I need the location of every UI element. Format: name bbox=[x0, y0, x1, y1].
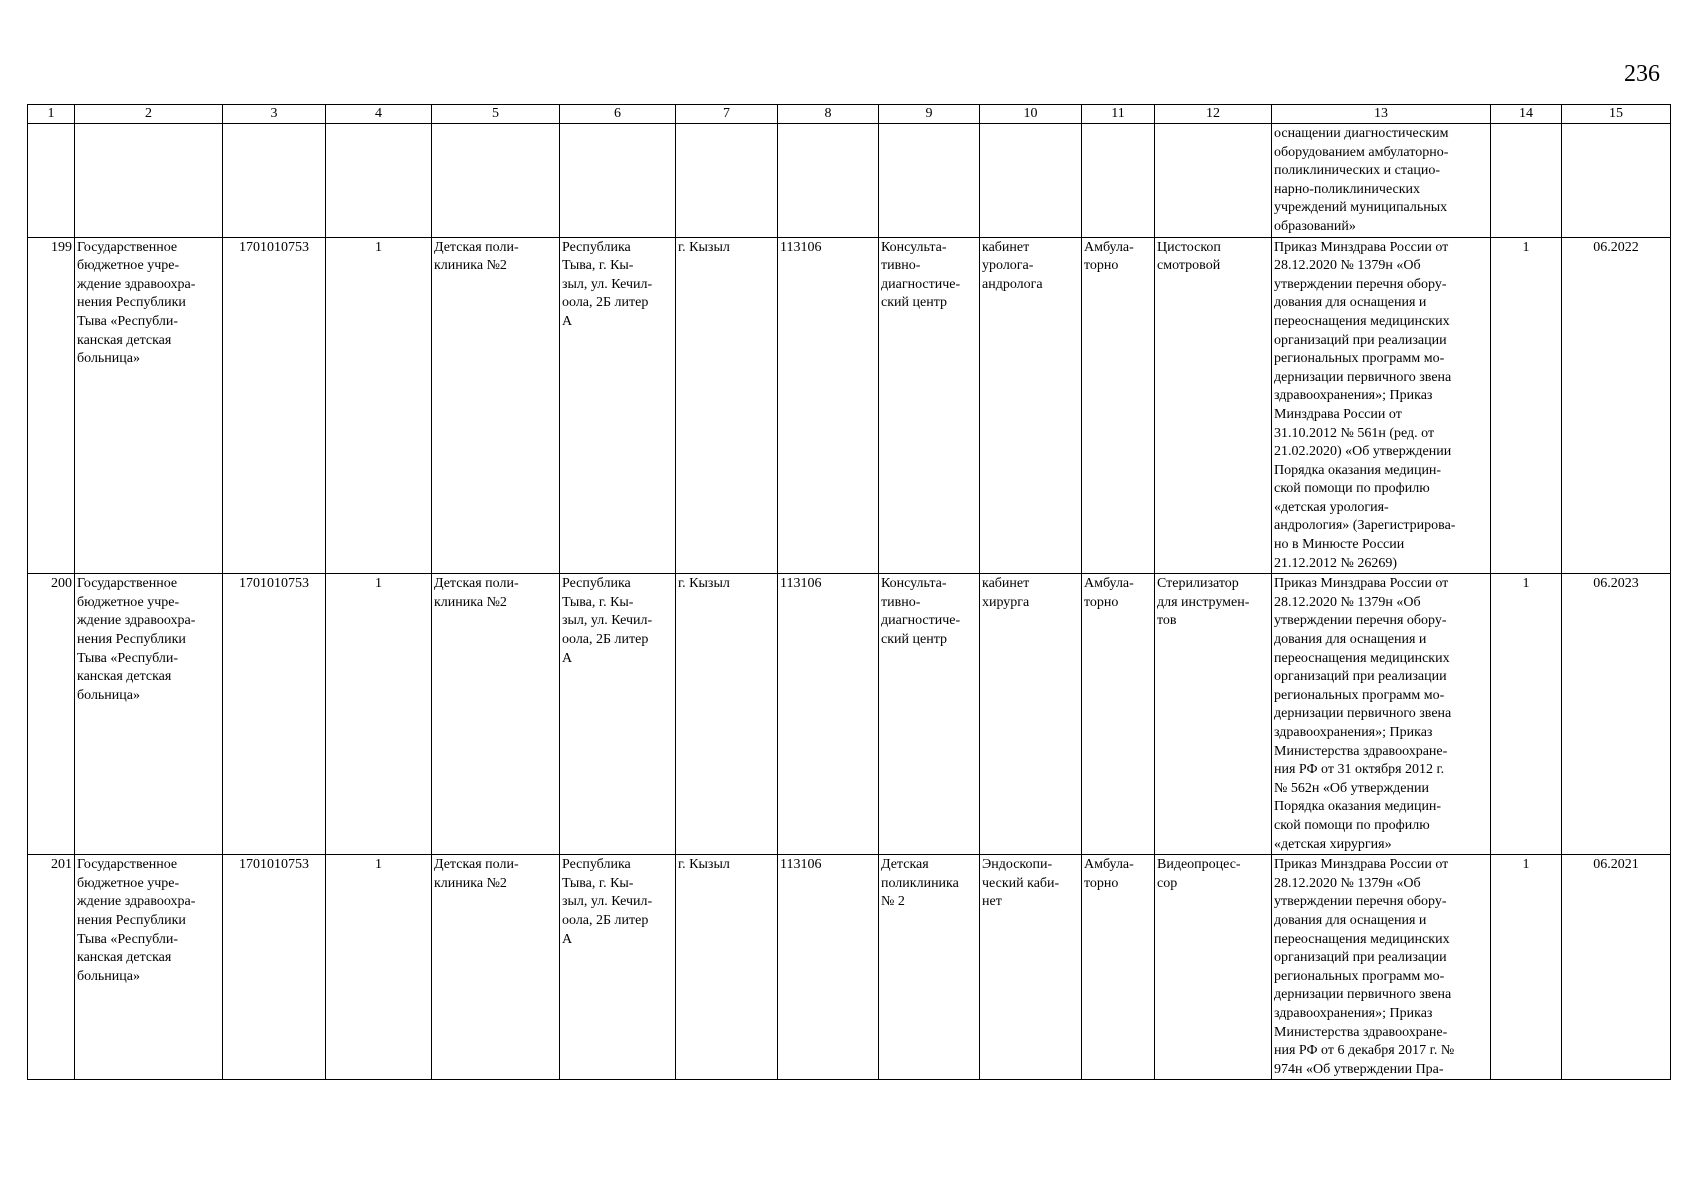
table-cell bbox=[75, 124, 223, 238]
column-header-10: 10 bbox=[980, 105, 1082, 124]
postcode-cell: 113106 bbox=[778, 574, 879, 855]
room-cell: Эндоскопи- ческий каби- нет bbox=[980, 855, 1082, 1080]
column-header-5: 5 bbox=[432, 105, 560, 124]
table-cell bbox=[980, 124, 1082, 238]
table-cell bbox=[223, 124, 326, 238]
city-cell: г. Кызыл bbox=[676, 855, 778, 1080]
organization-cell: Государственное бюджетное учре- ждение здравоохра- нения Республики Тыва «Республи- канская детская больница» bbox=[75, 574, 223, 855]
mode-cell: Амбула- торно bbox=[1082, 574, 1155, 855]
quantity-cell: 1 bbox=[1491, 574, 1562, 855]
column-header-1: 1 bbox=[28, 105, 75, 124]
date-cell: 06.2022 bbox=[1562, 237, 1671, 574]
col4-cell: 1 bbox=[326, 855, 432, 1080]
column-header-3: 3 bbox=[223, 105, 326, 124]
row-number: 201 bbox=[28, 855, 75, 1080]
table-cell bbox=[326, 124, 432, 238]
basis-cell: Приказ Минздрава России от 28.12.2020 № 1379н «Об утверждении перечня обору- дования для оснащения и переоснащения медицинских организаций при реализации региональных программ мо- дернизации первичного звена здравоохранения»; Приказ Минздрава России от 31.10.2012 № 561н (ред. от 21.02.2020) «Об утверждении Порядка оказания медицин- ской помощи по профилю «детская урология- андрология» (Зарегистрирова- но в Минюсте России 21.12.2012 № 26269) bbox=[1272, 237, 1491, 574]
equipment-cell: Видеопроцес- сор bbox=[1155, 855, 1272, 1080]
basis-cell: оснащении диагностическим оборудованием амбулаторно- поликлинических и стацио- нарно-поликлинических учреждений муниципальных образований» bbox=[1272, 124, 1491, 238]
table-row bbox=[28, 574, 1671, 855]
address-cell: Республика Тыва, г. Кы- зыл, ул. Кечил- оола, 2Б литер А bbox=[560, 237, 676, 574]
department-cell: Консульта- тивно- диагностиче- ский центр bbox=[879, 574, 980, 855]
equipment-cell: Стерилизатор для инструмен- тов bbox=[1155, 574, 1272, 855]
inn-cell: 1701010753 bbox=[223, 855, 326, 1080]
continuation-row bbox=[28, 124, 1671, 238]
equipment-table bbox=[27, 104, 1671, 1080]
table-cell bbox=[676, 124, 778, 238]
mode-cell: Амбула- торно bbox=[1082, 855, 1155, 1080]
table-cell bbox=[1155, 124, 1272, 238]
address-cell: Республика Тыва, г. Кы- зыл, ул. Кечил- оола, 2Б литер А bbox=[560, 574, 676, 855]
page-number: 236 bbox=[1624, 61, 1660, 87]
organization-cell: Государственное бюджетное учре- ждение здравоохра- нения Республики Тыва «Республи- канская детская больница» bbox=[75, 237, 223, 574]
table-cell bbox=[1491, 124, 1562, 238]
table-cell bbox=[560, 124, 676, 238]
header-row bbox=[28, 105, 1671, 124]
unit-cell: Детская поли- клиника №2 bbox=[432, 574, 560, 855]
column-header-12: 12 bbox=[1155, 105, 1272, 124]
table-cell bbox=[1082, 124, 1155, 238]
department-cell: Консульта- тивно- диагностиче- ский центр bbox=[879, 237, 980, 574]
col4-cell: 1 bbox=[326, 237, 432, 574]
table-cell bbox=[1562, 124, 1671, 238]
inn-cell: 1701010753 bbox=[223, 574, 326, 855]
city-cell: г. Кызыл bbox=[676, 237, 778, 574]
quantity-cell: 1 bbox=[1491, 855, 1562, 1080]
postcode-cell: 113106 bbox=[778, 855, 879, 1080]
unit-cell: Детская поли- клиника №2 bbox=[432, 237, 560, 574]
column-header-13: 13 bbox=[1272, 105, 1491, 124]
table-cell bbox=[28, 124, 75, 238]
table-cell bbox=[879, 124, 980, 238]
table-cell bbox=[432, 124, 560, 238]
address-cell: Республика Тыва, г. Кы- зыл, ул. Кечил- оола, 2Б литер А bbox=[560, 855, 676, 1080]
mode-cell: Амбула- торно bbox=[1082, 237, 1155, 574]
table-row bbox=[28, 237, 1671, 574]
room-cell: кабинет хирурга bbox=[980, 574, 1082, 855]
row-number: 200 bbox=[28, 574, 75, 855]
organization-cell: Государственное бюджетное учре- ждение здравоохра- нения Республики Тыва «Республи- канская детская больница» bbox=[75, 855, 223, 1080]
column-header-6: 6 bbox=[560, 105, 676, 124]
column-header-8: 8 bbox=[778, 105, 879, 124]
inn-cell: 1701010753 bbox=[223, 237, 326, 574]
column-header-14: 14 bbox=[1491, 105, 1562, 124]
column-header-15: 15 bbox=[1562, 105, 1671, 124]
date-cell: 06.2021 bbox=[1562, 855, 1671, 1080]
column-header-11: 11 bbox=[1082, 105, 1155, 124]
basis-cell: Приказ Минздрава России от 28.12.2020 № 1379н «Об утверждении перечня обору- дования для оснащения и переоснащения медицинских организаций при реализации региональных программ мо- дернизации первичного звена здравоохранения»; Приказ Министерства здравоохране- ния РФ от 31 октября 2012 г. № 562н «Об утверждении Порядка оказания медицин- ской помощи по профилю «детская хирургия» bbox=[1272, 574, 1491, 855]
column-header-7: 7 bbox=[676, 105, 778, 124]
unit-cell: Детская поли- клиника №2 bbox=[432, 855, 560, 1080]
postcode-cell: 113106 bbox=[778, 237, 879, 574]
city-cell: г. Кызыл bbox=[676, 574, 778, 855]
table-cell bbox=[778, 124, 879, 238]
date-cell: 06.2023 bbox=[1562, 574, 1671, 855]
equipment-cell: Цистоскоп смотровой bbox=[1155, 237, 1272, 574]
basis-cell: Приказ Минздрава России от 28.12.2020 № 1379н «Об утверждении перечня обору- дования для оснащения и переоснащения медицинских организаций при реализации региональных программ мо- дернизации первичного звена здравоохранения»; Приказ Министерства здравоохране- ния РФ от 6 декабря 2017 г. № 974н «Об утверждении Пра- bbox=[1272, 855, 1491, 1080]
column-header-2: 2 bbox=[75, 105, 223, 124]
table-row bbox=[28, 855, 1671, 1080]
col4-cell: 1 bbox=[326, 574, 432, 855]
column-header-4: 4 bbox=[326, 105, 432, 124]
column-header-9: 9 bbox=[879, 105, 980, 124]
room-cell: кабинет уролога- андролога bbox=[980, 237, 1082, 574]
department-cell: Детская поликлиника № 2 bbox=[879, 855, 980, 1080]
quantity-cell: 1 bbox=[1491, 237, 1562, 574]
row-number: 199 bbox=[28, 237, 75, 574]
